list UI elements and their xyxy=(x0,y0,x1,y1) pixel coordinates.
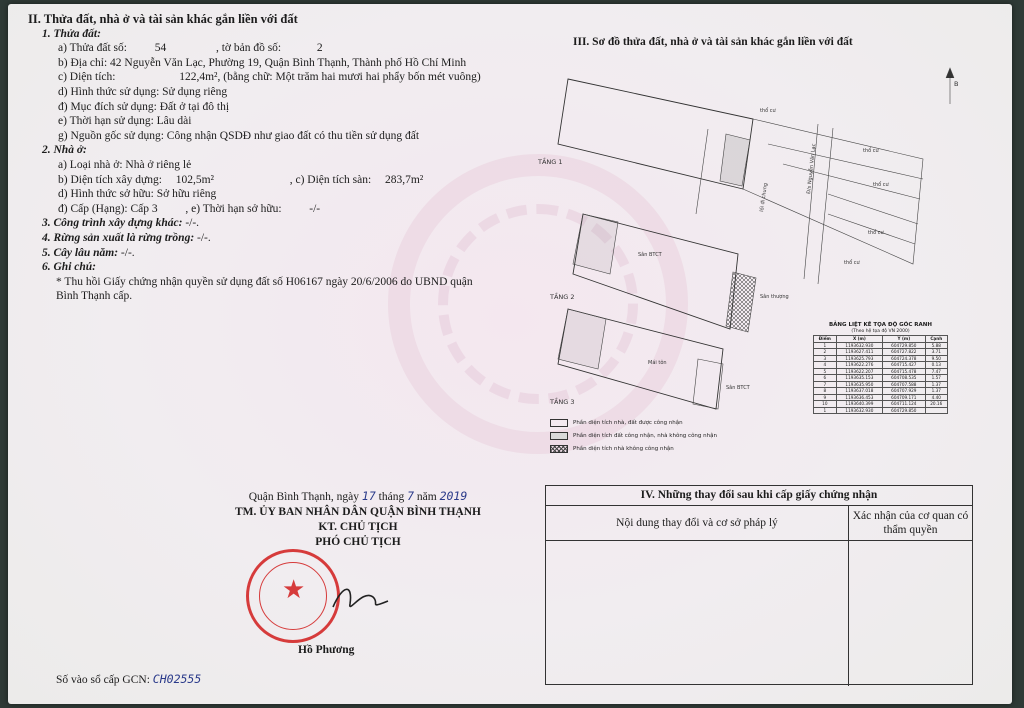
section-4-body xyxy=(546,541,972,686)
coords-cell: 8 xyxy=(814,388,837,395)
land-heading: 1. Thửa đất: xyxy=(42,27,101,40)
forest-line xyxy=(28,231,508,246)
sign-month: 7 xyxy=(407,489,415,503)
map-label: , tờ bản đồ số: xyxy=(215,42,282,55)
coords-row xyxy=(814,407,948,414)
certificate-page xyxy=(8,4,1012,704)
use-term: e) Thời hạn sử dụng: Lâu dài xyxy=(58,115,192,128)
coords-cell: 1 xyxy=(814,407,837,414)
area-label: c) Diện tích: xyxy=(58,71,116,84)
sign-date-line xyxy=(208,489,508,505)
house-ownership: d) Hình thức sở hữu: Sở hữu riêng xyxy=(58,188,217,201)
sign-role: PHÓ CHỦ TỊCH xyxy=(315,536,401,548)
floor-area: 283,7m² xyxy=(384,173,424,186)
roof-label: Mái tôn xyxy=(648,360,667,366)
section-4-table xyxy=(545,485,973,685)
construction-line xyxy=(28,216,508,231)
coords-cell: 1193635.950 xyxy=(836,381,882,388)
address: b) Địa chỉ: 42 Nguyễn Văn Lạc, Phường 19, Quận Bình Thạnh, Thành phố Hồ Chí Minh xyxy=(58,56,467,69)
coords-cell: 604715.478 xyxy=(883,368,925,375)
legend-row xyxy=(550,442,717,455)
coords-cell: 1193632.930 xyxy=(836,407,882,414)
floor-2-label: TẦNG 2 xyxy=(550,293,575,301)
balcony-label-2: Sân BTCT xyxy=(638,252,662,258)
signer-name: Hồ Phương xyxy=(298,644,355,656)
coords-cell: 2 xyxy=(814,349,837,356)
coords-table xyxy=(813,322,948,414)
section-2-title: II. Thửa đất, nhà ở và tài sản khác gắn liền với đất xyxy=(28,12,298,26)
sign-year-label: năm xyxy=(416,491,437,503)
neighbor-label-3: thổ cư xyxy=(873,182,889,188)
coords-cell: 9 xyxy=(814,394,837,401)
coords-subtitle: (Theo hệ tọa độ VN 2000) xyxy=(851,329,910,334)
section-4-title: IV. Những thay đổi sau khi cấp giấy chứng nhận xyxy=(546,486,972,506)
map-number: 2 xyxy=(316,42,323,55)
coords-cell: 1193622.207 xyxy=(836,368,882,375)
coords-cell: 5 xyxy=(814,368,837,375)
coords-cell: 1193637.018 xyxy=(836,388,882,395)
use-purpose: đ) Mục đích sử dụng: Đất ở tại đô thị xyxy=(58,100,230,113)
seal-star-icon: ★ xyxy=(282,575,306,604)
handwritten-signature xyxy=(328,579,398,619)
coords-cell: 1.37 xyxy=(925,388,947,395)
legend-swatch-partial xyxy=(550,432,568,440)
legend-text: Phần diện tích nhà, đất được công nhận xyxy=(573,419,683,426)
area-line xyxy=(58,70,508,85)
area-value: 122,4m², (bằng chữ: Một trăm hai mươi hai phẩy bốn mét vuông) xyxy=(179,71,481,84)
coords-cell: 1193627.411 xyxy=(836,349,882,356)
coords-header-cell: X (m) xyxy=(836,336,882,343)
coords-cell: 604709.171 xyxy=(883,394,925,401)
legend-text: Phần diện tích nhà không công nhận xyxy=(573,445,674,452)
sign-kt: KT. CHỦ TỊCH xyxy=(318,521,398,533)
coords-grid xyxy=(813,335,948,414)
forest-heading: 4. Rừng sản xuất là rừng trồng: xyxy=(42,231,195,244)
diagram-legend xyxy=(550,416,717,455)
trees-value: -/-. xyxy=(120,246,135,259)
house-grade-line xyxy=(58,202,508,217)
notes-text: * Thu hồi Giấy chứng nhận quyền sử dụng đất số H06167 ngày 20/6/2006 do UBND quận Bình Thạnh cấp. xyxy=(56,275,473,303)
plot-line xyxy=(58,41,508,56)
neighbor-label-5: thổ cư xyxy=(844,260,860,266)
sign-place: Quận Bình Thạnh, ngày xyxy=(248,491,360,503)
neighbor-label-2: thổ cư xyxy=(863,148,879,154)
coords-cell: 1.37 xyxy=(925,381,947,388)
construction-value: -/-. xyxy=(185,217,200,230)
coords-cell: 604729.850 xyxy=(883,407,925,414)
sign-day: 17 xyxy=(361,489,376,503)
use-origin: g) Nguồn gốc sử dụng: Công nhận QSDĐ như giao đất có thu tiền sử dụng đất xyxy=(58,129,420,142)
coords-cell: 604715.427 xyxy=(883,362,925,369)
coords-cell: 604708.535 xyxy=(883,375,925,382)
section-2 xyxy=(28,12,508,304)
house-type: a) Loại nhà ở: Nhà ở riêng lẻ xyxy=(58,158,192,171)
coords-cell: 604729.850 xyxy=(883,342,925,349)
coords-cell: 1 xyxy=(814,342,837,349)
coords-cell: 3.71 xyxy=(925,349,947,356)
coords-cell: 604727.822 xyxy=(883,349,925,356)
use-form: d) Hình thức sử dụng: Sử dụng riêng xyxy=(58,85,228,98)
coords-cell: 20.16 xyxy=(925,401,947,408)
signature-block xyxy=(208,489,508,550)
changes-col-content: Nội dung thay đổi và cơ sở pháp lý xyxy=(546,506,849,540)
build-area: 102,5m² xyxy=(175,173,214,186)
sign-org: TM. ỦY BAN NHÂN DÂN QUẬN BÌNH THẠNH xyxy=(235,506,481,518)
house-area-line xyxy=(58,173,508,188)
coords-cell: 1193635.153 xyxy=(836,375,882,382)
plot-label: a) Thửa đất số: xyxy=(58,42,127,55)
legend-swatch-unrecognized xyxy=(550,445,568,453)
own-term: -/- xyxy=(309,202,321,215)
coords-header-cell: Y (m) xyxy=(883,336,925,343)
house-heading: 2. Nhà ở: xyxy=(42,144,87,157)
street-label: Đ/s Nguyễn Văn Lạc xyxy=(806,143,818,195)
coords-cell: 604711.124 xyxy=(883,401,925,408)
changes-content-cell xyxy=(546,541,849,686)
coords-cell: 3 xyxy=(814,355,837,362)
trees-heading: 5. Cây lâu năm: xyxy=(42,246,119,259)
coords-cell: 1.57 xyxy=(925,375,947,382)
legend-text: Phần diện tích đất công nhận, nhà không công nhận xyxy=(573,432,717,439)
neighbor-label-1: thổ cư xyxy=(760,108,776,114)
road-label: lối đi chung xyxy=(759,182,770,213)
sign-month-label: tháng xyxy=(378,491,405,503)
grade-label: đ) Cấp (Hạng): xyxy=(58,202,128,215)
section-3-title: III. Sơ đồ thửa đất, nhà ở và tài sản khác gắn liền với đất xyxy=(573,36,853,48)
gcn-label: Số vào sổ cấp GCN: xyxy=(56,674,150,686)
plot-number: 54 xyxy=(154,42,167,55)
coords-cell: 7.47 xyxy=(925,368,947,375)
coords-cell: 1193632.930 xyxy=(836,342,882,349)
coords-header-cell: Điểm xyxy=(814,336,837,343)
north-label: B xyxy=(954,80,959,88)
coords-cell: 604724.378 xyxy=(883,355,925,362)
balcony-label-3: Sân BTCT xyxy=(726,385,750,391)
coords-cell xyxy=(925,407,947,414)
grade-value: Cấp 3 xyxy=(130,202,158,215)
changes-confirm-cell xyxy=(849,541,972,686)
coords-header-cell: Cạnh xyxy=(925,336,947,343)
gcn-line xyxy=(56,672,201,686)
changes-col-confirm: Xác nhận của cơ quan có thẩm quyền xyxy=(852,510,969,536)
section-4-header xyxy=(546,506,972,541)
forest-value: -/-. xyxy=(197,231,211,244)
construction-heading: 3. Công trình xây dựng khác: xyxy=(42,217,183,230)
stair-label: Sân thượng xyxy=(760,294,789,300)
coords-cell: 0.13 xyxy=(925,362,947,369)
legend-swatch-recognized xyxy=(550,419,568,427)
neighbor-label-4: thổ cư xyxy=(868,230,884,236)
coords-cell: 604707.588 xyxy=(883,381,925,388)
coords-cell: 1193636.453 xyxy=(836,394,882,401)
coords-cell: 4.40 xyxy=(925,394,947,401)
coords-cell: 7 xyxy=(814,381,837,388)
coords-cell: 6 xyxy=(814,375,837,382)
floor-1-label: TẦNG 1 xyxy=(538,158,563,166)
trees-line xyxy=(28,246,508,261)
coords-cell: 604707.929 xyxy=(883,388,925,395)
own-term-label: , e) Thời hạn sở hữu: xyxy=(185,202,282,215)
floor-area-label: , c) Diện tích sàn: xyxy=(289,173,372,186)
coords-cell: 1193625.793 xyxy=(836,355,882,362)
notes-heading: 6. Ghi chú: xyxy=(42,261,96,274)
floor-3-label: TẦNG 3 xyxy=(550,398,575,406)
coords-cell: 10 xyxy=(814,401,837,408)
sign-year: 2019 xyxy=(439,489,468,503)
coords-cell: 1193640.399 xyxy=(836,401,882,408)
coords-cell: 4 xyxy=(814,362,837,369)
official-seal xyxy=(246,549,340,643)
coords-cell: 9.50 xyxy=(925,355,947,362)
coords-cell: 5.88 xyxy=(925,342,947,349)
legend-row xyxy=(550,416,717,429)
build-area-label: b) Diện tích xây dựng: xyxy=(58,173,162,186)
legend-row xyxy=(550,429,717,442)
coords-cell: 1193622.276 xyxy=(836,362,882,369)
coords-title: BẢNG LIỆT KÊ TỌA ĐỘ GÓC RANH xyxy=(828,322,933,328)
gcn-value: CH02555 xyxy=(152,672,202,686)
